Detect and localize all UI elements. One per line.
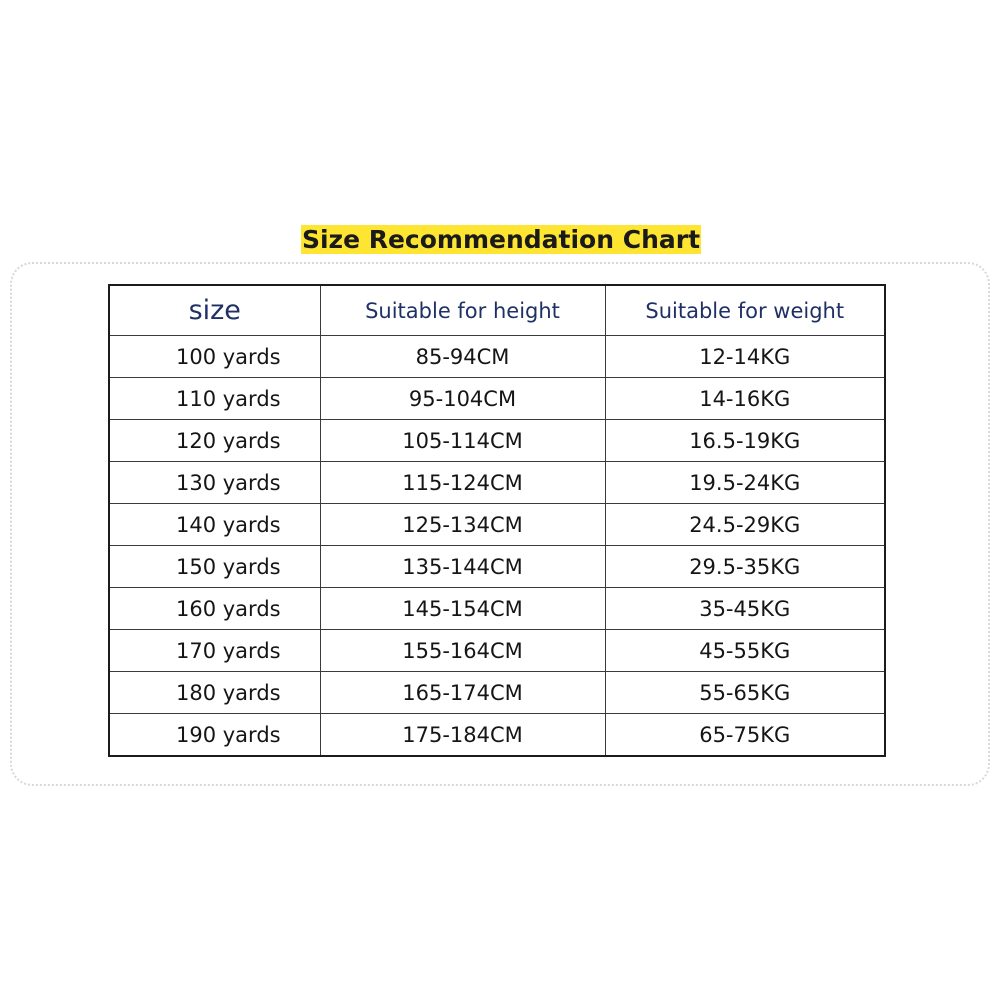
table-header-row xyxy=(109,285,885,336)
cell-height: 145-154CM xyxy=(320,588,605,630)
cell-size: 130 yards xyxy=(109,462,320,504)
table-row xyxy=(109,462,885,504)
table-row xyxy=(109,672,885,714)
cell-size: 100 yards xyxy=(109,336,320,378)
cell-weight: 35-45KG xyxy=(605,588,885,630)
cell-weight: 65-75KG xyxy=(605,714,885,757)
header-weight: Suitable for weight xyxy=(605,285,885,336)
cell-height: 175-184CM xyxy=(320,714,605,757)
table-row xyxy=(109,378,885,420)
cell-height: 115-124CM xyxy=(320,462,605,504)
cell-weight: 24.5-29KG xyxy=(605,504,885,546)
cell-height: 165-174CM xyxy=(320,672,605,714)
cell-height: 105-114CM xyxy=(320,420,605,462)
cell-size: 190 yards xyxy=(109,714,320,757)
table-row xyxy=(109,336,885,378)
cell-size: 140 yards xyxy=(109,504,320,546)
cell-weight: 16.5-19KG xyxy=(605,420,885,462)
size-table xyxy=(108,284,886,757)
cell-weight: 29.5-35KG xyxy=(605,546,885,588)
chart-title xyxy=(0,222,1002,258)
cell-height: 85-94CM xyxy=(320,336,605,378)
cell-size: 170 yards xyxy=(109,630,320,672)
cell-weight: 55-65KG xyxy=(605,672,885,714)
table-row xyxy=(109,630,885,672)
cell-weight: 45-55KG xyxy=(605,630,885,672)
table-row xyxy=(109,504,885,546)
cell-height: 135-144CM xyxy=(320,546,605,588)
cell-size: 160 yards xyxy=(109,588,320,630)
cell-size: 120 yards xyxy=(109,420,320,462)
cell-size: 110 yards xyxy=(109,378,320,420)
header-height: Suitable for height xyxy=(320,285,605,336)
table-row xyxy=(109,714,885,757)
cell-height: 155-164CM xyxy=(320,630,605,672)
chart-title-text: Size Recommendation Chart xyxy=(301,225,701,254)
cell-size: 150 yards xyxy=(109,546,320,588)
cell-weight: 14-16KG xyxy=(605,378,885,420)
cell-height: 95-104CM xyxy=(320,378,605,420)
cell-weight: 19.5-24KG xyxy=(605,462,885,504)
cell-size: 180 yards xyxy=(109,672,320,714)
cell-weight: 12-14KG xyxy=(605,336,885,378)
table-row xyxy=(109,546,885,588)
table-row xyxy=(109,588,885,630)
header-size: size xyxy=(109,285,320,336)
cell-height: 125-134CM xyxy=(320,504,605,546)
table-row xyxy=(109,420,885,462)
